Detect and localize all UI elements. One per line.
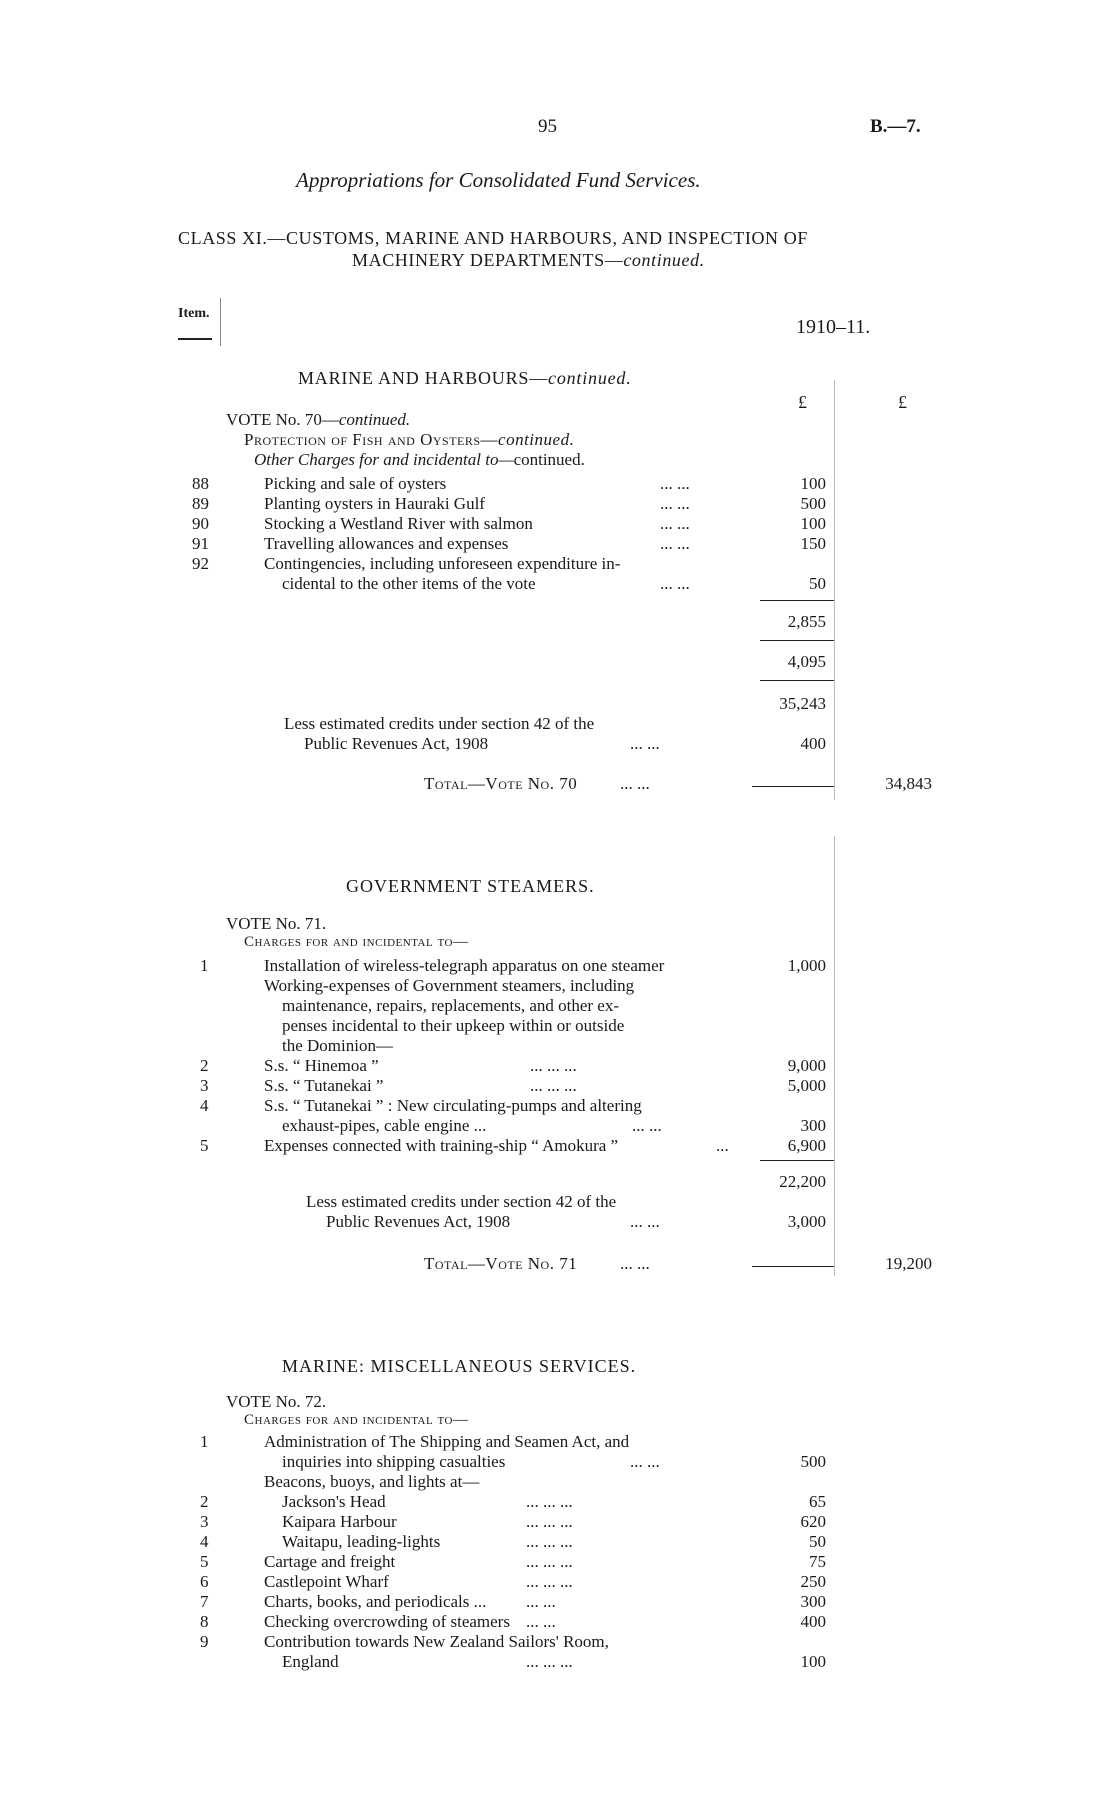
vote-70-total-amount: 34,843 <box>885 774 932 793</box>
item-number: 1 <box>200 1432 209 1451</box>
column-guide <box>834 380 835 800</box>
less-credits-line1: Less estimated credits under section 42 of the <box>284 714 595 733</box>
item-amount: 65 <box>809 1492 826 1511</box>
leader-dots: ... ... <box>660 474 690 493</box>
item-amount: 50 <box>809 574 826 593</box>
item-number: 4 <box>200 1532 209 1551</box>
item-description: Checking overcrowding of steamers <box>264 1612 510 1631</box>
item-description: S.s. “ Hinemoa ” <box>264 1056 379 1075</box>
item-number: 5 <box>200 1136 209 1155</box>
item-description-cont: cidental to the other items of the vote <box>282 574 536 593</box>
item-description-cont: England <box>282 1652 339 1671</box>
page-title: Appropriations for Consolidated Fund Services. <box>296 168 701 192</box>
item-amount: 100 <box>800 474 826 493</box>
less-credits-amount: 400 <box>800 734 826 753</box>
less-credits-line2: Public Revenues Act, 1908 <box>304 734 489 753</box>
other-charges-subheading: Other Charges for and incidental to—continued. <box>254 450 585 469</box>
financial-year: 1910–11. <box>796 316 871 338</box>
page-number: 95 <box>538 116 557 137</box>
leader-dots: ... ... <box>620 1254 650 1273</box>
item-description-cont: exhaust-pipes, cable engine ... <box>282 1116 487 1135</box>
leader-dots: ... ... <box>660 574 690 593</box>
working-expenses-line1: Working-expenses of Government steamers, including <box>264 976 635 995</box>
item-description: Jackson's Head <box>282 1492 386 1511</box>
item-description: Expenses connected with training-ship “ Amokura ” <box>264 1136 619 1155</box>
working-expenses-line2: maintenance, repairs, replacements, and other ex- <box>282 996 620 1015</box>
item-number: 5 <box>200 1552 209 1571</box>
class-heading-line1: CLASS XI.—CUSTOMS, MARINE AND HARBOURS, AND INSPECTION OF <box>178 228 808 248</box>
beacons-subheading: Beacons, buoys, and lights at— <box>264 1472 480 1491</box>
charges-subheading: Charges for and incidental to— <box>244 1412 469 1428</box>
item-amount: 400 <box>800 1612 826 1631</box>
item-description: Travelling allowances and expenses <box>264 534 509 553</box>
item-description: Contingencies, including unforeseen expenditure in- <box>264 554 621 573</box>
less-credits-line1: Less estimated credits under section 42 of the <box>306 1192 617 1211</box>
leader-dots: ... ... ... <box>526 1652 573 1671</box>
working-expenses-line3: penses incidental to their upkeep within or outside <box>282 1016 625 1035</box>
pound-column-2: £ <box>898 392 907 412</box>
subtotal-rule <box>760 640 834 641</box>
item-description: Administration of The Shipping and Seamen Act, and <box>264 1432 630 1451</box>
class-heading-line2: MACHINERY DEPARTMENTS—continued. <box>352 250 705 270</box>
item-amount: 9,000 <box>787 1056 826 1075</box>
item-amount: 300 <box>800 1116 826 1135</box>
leader-dots: ... ... ... <box>526 1532 573 1551</box>
section-heading-marine: MARINE AND HARBOURS—continued. <box>298 368 632 388</box>
item-amount: 250 <box>800 1572 826 1591</box>
item-number: 2 <box>200 1056 209 1075</box>
vote-71-heading: VOTE No. 71. <box>226 914 327 933</box>
less-credits-line2: Public Revenues Act, 1908 <box>326 1212 511 1231</box>
leader-dots: ... ... <box>620 774 650 793</box>
item-amount: 620 <box>800 1512 826 1531</box>
document-reference: B.—7. <box>870 116 921 137</box>
item-description: S.s. “ Tutanekai ” <box>264 1076 384 1095</box>
item-description: Installation of wireless-telegraph apparatus on one steamer <box>264 956 665 975</box>
subtotal-rule <box>760 680 834 681</box>
leader-dots: ... ... <box>630 734 660 753</box>
leader-dots: ... ... ... <box>526 1552 573 1571</box>
leader-dots: ... ... <box>660 494 690 513</box>
item-amount: 75 <box>809 1552 826 1571</box>
pound-column-1: £ <box>798 392 807 412</box>
item-number: 91 <box>192 534 209 553</box>
item-number: 89 <box>192 494 209 513</box>
item-number: 1 <box>200 956 209 975</box>
subtotal-rule <box>760 1160 834 1161</box>
leader-dots: ... ... <box>526 1592 556 1611</box>
vote-71-total-label: Total—Vote No. 71 <box>424 1254 578 1273</box>
subtotal-amount: 22,200 <box>779 1172 826 1191</box>
item-number: 2 <box>200 1492 209 1511</box>
leader-dots: ... ... ... <box>526 1512 573 1531</box>
item-number: 90 <box>192 514 209 533</box>
total-rule <box>752 1266 834 1267</box>
item-number: 3 <box>200 1076 209 1095</box>
charges-subheading: Charges for and incidental to— <box>244 934 469 950</box>
item-description-cont: inquiries into shipping casualties <box>282 1452 506 1471</box>
item-description: Planting oysters in Hauraki Gulf <box>264 494 485 513</box>
working-expenses-line4: the Dominion— <box>282 1036 393 1055</box>
vote-71-total-amount: 19,200 <box>885 1254 932 1273</box>
subtotal-amount: 2,855 <box>787 612 826 631</box>
item-description: Picking and sale of oysters <box>264 474 447 493</box>
item-amount: 300 <box>800 1592 826 1611</box>
leader-dots: ... ... ... <box>530 1076 577 1095</box>
item-amount: 5,000 <box>787 1076 826 1095</box>
leader-dots: ... ... <box>660 534 690 553</box>
item-amount: 1,000 <box>787 956 826 975</box>
item-amount: 100 <box>800 514 826 533</box>
item-description: Contribution towards New Zealand Sailors' Room, <box>264 1632 609 1651</box>
item-description: S.s. “ Tutanekai ” : New circulating-pumps and altering <box>264 1096 642 1115</box>
vote-70-heading: VOTE No. 70—continued. <box>226 410 411 429</box>
leader-dots: ... ... ... <box>526 1492 573 1511</box>
total-rule <box>752 786 834 787</box>
item-number: 3 <box>200 1512 209 1531</box>
subtotal-amount: 35,243 <box>779 694 826 713</box>
less-credits-amount: 3,000 <box>787 1212 826 1231</box>
item-description: Kaipara Harbour <box>282 1512 397 1531</box>
item-number: 88 <box>192 474 209 493</box>
column-divider <box>220 298 221 346</box>
item-number: 8 <box>200 1612 209 1631</box>
item-number: 6 <box>200 1572 209 1591</box>
item-label-rule <box>178 338 212 340</box>
leader-dots: ... ... <box>660 514 690 533</box>
subtotal-rule <box>760 600 834 601</box>
item-description: Castlepoint Wharf <box>264 1572 389 1591</box>
item-amount: 500 <box>800 494 826 513</box>
column-guide <box>834 836 835 1276</box>
item-number: 4 <box>200 1096 209 1115</box>
section-heading-misc: MARINE: MISCELLANEOUS SERVICES. <box>282 1356 637 1376</box>
item-description: Stocking a Westland River with salmon <box>264 514 533 533</box>
item-description: Cartage and freight <box>264 1552 396 1571</box>
leader-dots: ... ... <box>526 1612 556 1631</box>
item-number: 7 <box>200 1592 209 1611</box>
protection-subheading: Protection of Fish and Oysters—continued. <box>244 430 575 449</box>
vote-72-heading: VOTE No. 72. <box>226 1392 327 1411</box>
leader-dots: ... ... <box>630 1452 660 1471</box>
item-description: Charts, books, and periodicals ... <box>264 1592 487 1611</box>
item-number: 9 <box>200 1632 209 1651</box>
item-description: Waitapu, leading-lights <box>282 1532 441 1551</box>
item-number: 92 <box>192 554 209 573</box>
item-amount: 150 <box>800 534 826 553</box>
item-amount: 50 <box>809 1532 826 1551</box>
leader-dots: ... ... <box>630 1212 660 1231</box>
item-amount: 6,900 <box>787 1136 826 1155</box>
section-heading-steamers: GOVERNMENT STEAMERS. <box>346 876 595 896</box>
leader-dots: ... ... <box>632 1116 662 1135</box>
item-amount: 100 <box>800 1652 826 1671</box>
subtotal-amount: 4,095 <box>787 652 826 671</box>
vote-70-total-label: Total—Vote No. 70 <box>424 774 578 793</box>
item-amount: 500 <box>800 1452 826 1471</box>
leader-dots: ... <box>716 1136 729 1155</box>
leader-dots: ... ... ... <box>526 1572 573 1591</box>
item-column-label: Item. <box>178 306 210 321</box>
leader-dots: ... ... ... <box>530 1056 577 1075</box>
